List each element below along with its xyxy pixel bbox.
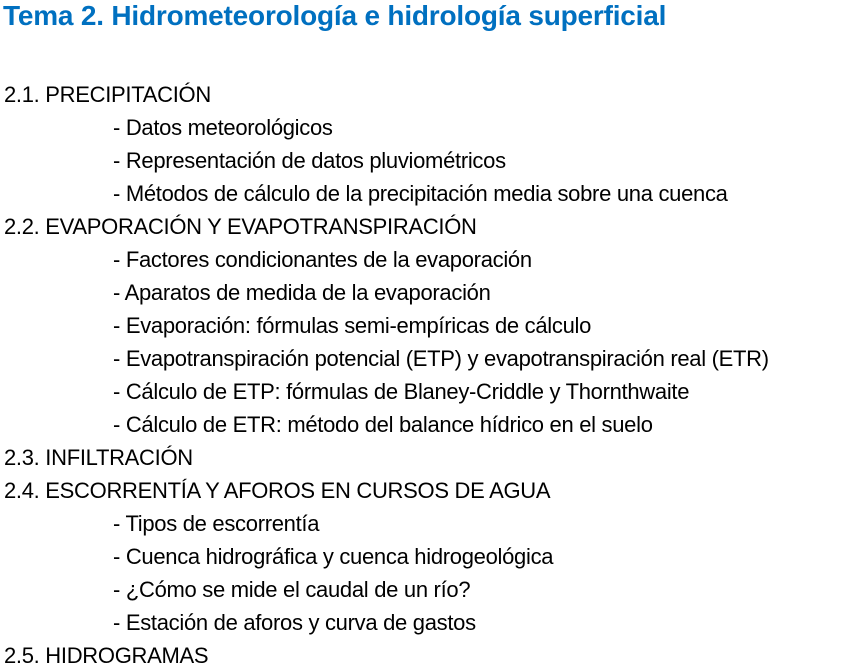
section-heading-evaporacion: 2.2. EVAPORACIÓN Y EVAPOTRANSPIRACIÓN: [4, 214, 477, 239]
outline-item: - Cuenca hidrográfica y cuenca hidrogeológica: [113, 544, 554, 569]
topic-outline: [0, 78, 863, 672]
section-heading-precipitacion: 2.1. PRECIPITACIÓN: [4, 82, 211, 107]
section-heading-infiltracion: 2.3. INFILTRACIÓN: [4, 445, 193, 470]
outline-item: - Evaporación: fórmulas semi-empíricas de cálculo: [113, 313, 592, 338]
outline-item: - Cálculo de ETR: método del balance hídrico en el suelo: [113, 412, 653, 437]
outline-item: - Aparatos de medida de la evaporación: [113, 280, 491, 305]
outline-item: - Factores condicionantes de la evaporación: [113, 247, 532, 272]
page-title: Tema 2. Hidrometeorología e hidrología superficial: [3, 0, 667, 31]
section-heading-escorrentia: 2.4. ESCORRENTÍA Y AFOROS EN CURSOS DE AGUA: [4, 478, 551, 503]
outline-item: - Tipos de escorrentía: [113, 511, 320, 536]
outline-item: - ¿Cómo se mide el caudal de un río?: [113, 577, 471, 602]
section-heading-hidrogramas: 2.5. HIDROGRAMAS: [4, 643, 209, 668]
outline-item: - Cálculo de ETP: fórmulas de Blaney-Criddle y Thornthwaite: [113, 379, 690, 404]
outline-item: - Estación de aforos y curva de gastos: [113, 610, 476, 635]
outline-item: - Métodos de cálculo de la precipitación media sobre una cuenca: [113, 181, 728, 206]
outline-item: - Datos meteorológicos: [113, 115, 333, 140]
outline-item: - Evapotranspiración potencial (ETP) y evapotranspiración real (ETR): [113, 346, 769, 371]
outline-item: - Representación de datos pluviométricos: [113, 148, 506, 173]
